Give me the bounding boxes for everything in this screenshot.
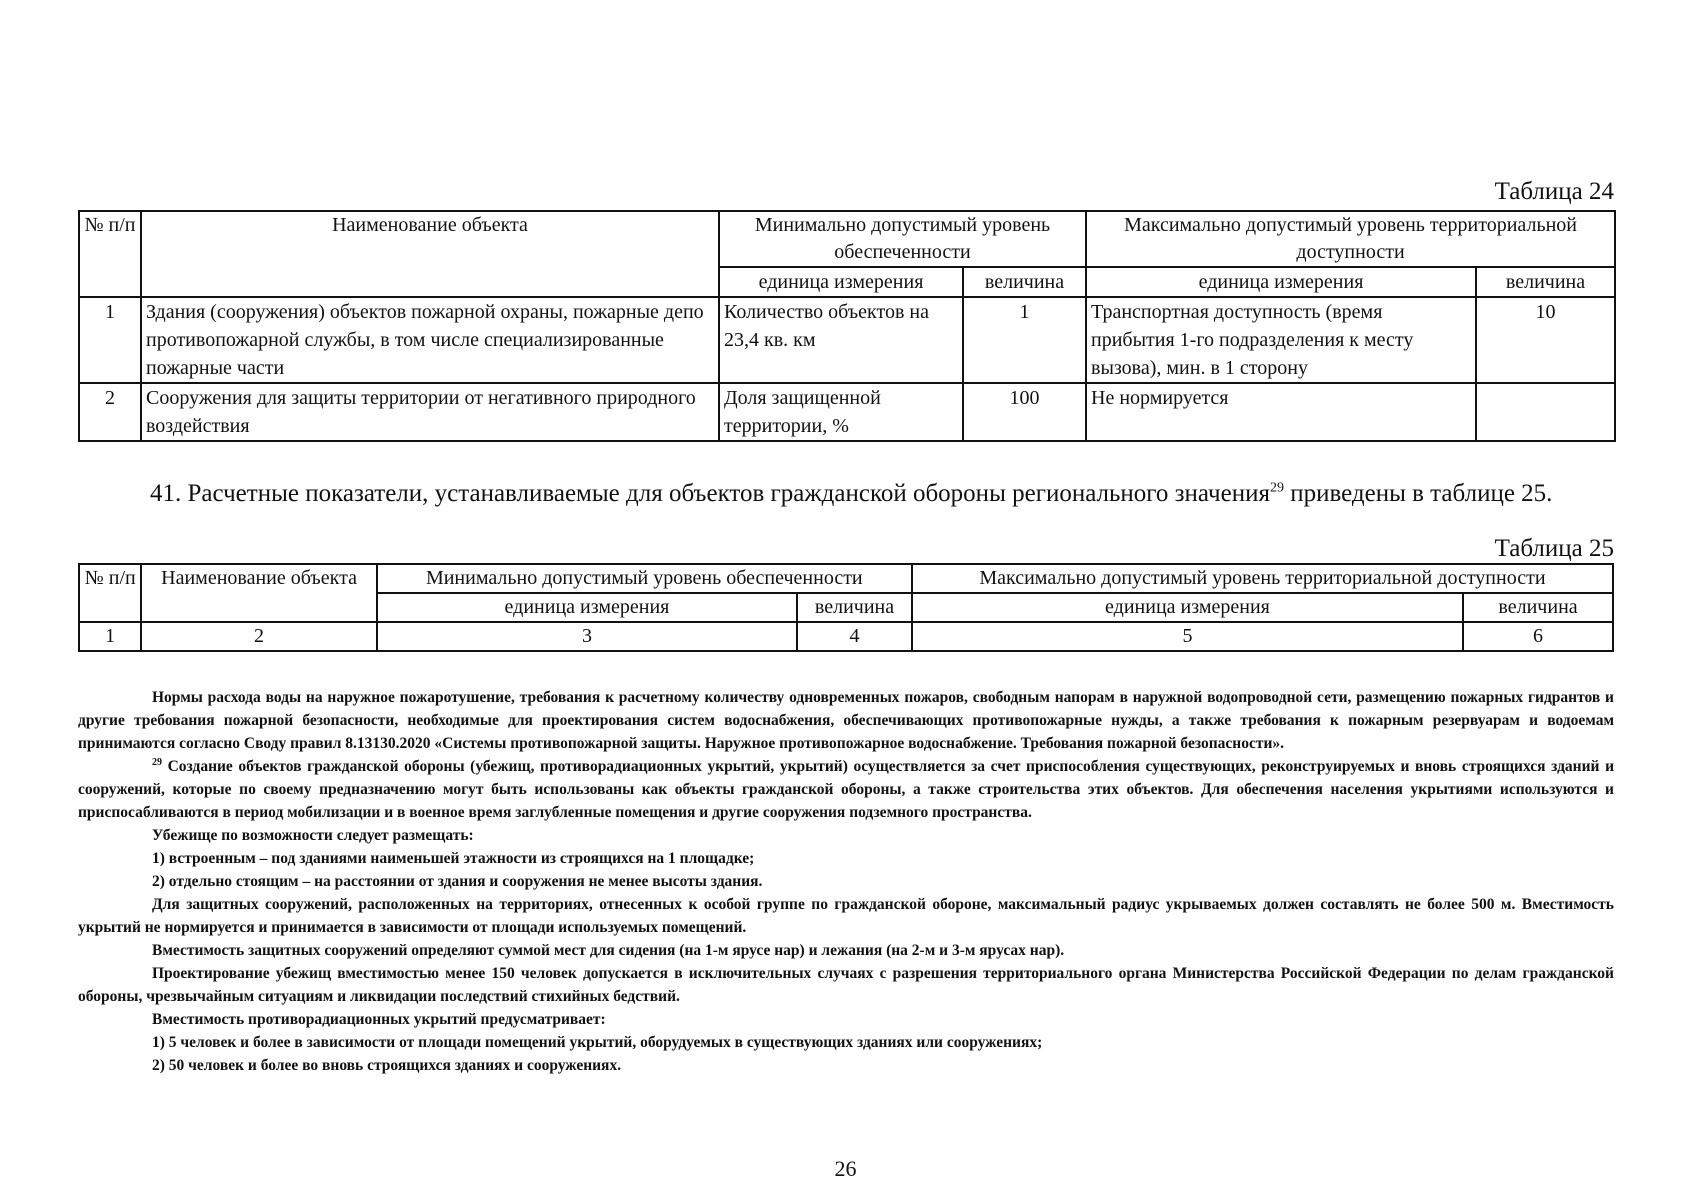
footnote-paragraph: 2) отдельно стоящим – на расстоянии от здания и сооружения не менее высоты здания.: [152, 873, 763, 890]
table-header-row: [79, 211, 1615, 267]
footnote-paragraph: 1) встроенным – под зданиями наименьшей этажности из строящихся на 1 площадке;: [152, 850, 755, 867]
cell-name: Сооружения для защиты территории от негативного природного воздействия: [141, 383, 719, 441]
col-number: 4: [797, 622, 912, 651]
header-max-group: Максимально допустимый уровень территориальной доступности: [1086, 211, 1615, 267]
table-header-row: [79, 564, 1613, 593]
cell-min-unit: Доля защищенной территории, %: [719, 383, 963, 441]
header-num: № п/п: [79, 211, 141, 297]
footnote-29-mark: 29: [152, 756, 162, 768]
header-min-unit: единица измерения: [377, 593, 797, 622]
header-min-value: величина: [963, 267, 1086, 297]
footnote-paragraph: Вместимость противорадиационных укрытий предусматривает:: [152, 1011, 606, 1028]
page-number: 26: [834, 1156, 857, 1181]
footnote-paragraph: 2) 50 человек и более во вновь строящихся зданиях и сооружениях.: [152, 1057, 622, 1074]
table-25-caption: Таблица 25: [1494, 535, 1614, 562]
cell-max-unit: Не нормируется: [1086, 383, 1476, 441]
cell-min-value: 1: [963, 297, 1086, 383]
col-number: 2: [141, 622, 376, 651]
cell-max-unit: Транспортная доступность (время прибытия 1-го подразделения к месту вызова), мин. в 1 сторону: [1086, 297, 1476, 383]
header-name: Наименование объекта: [141, 564, 376, 622]
footnote-ref-29: 29: [1269, 480, 1284, 496]
footnote-paragraph: Вместимость защитных сооружений определяют суммой мест для сидения (на 1-м ярусе нар) и лежания (на 2-м и 3-м ярусах нар).: [152, 942, 1065, 959]
header-name: Наименование объекта: [141, 211, 719, 297]
cell-num: 1: [79, 297, 141, 383]
paragraph-41-text: 41. Расчетные показатели, устанавливаемые для объектов гражданской обороны регионального значения: [150, 480, 1270, 507]
footnote-paragraph: 1) 5 человек и более в зависимости от площади помещений укрытий, оборудуемых в существующих зданиях или сооружениях;: [152, 1034, 1043, 1051]
header-min-group: Минимально допустимый уровень обеспеченности: [719, 211, 1086, 267]
footnote-paragraph: Для защитных сооружений, расположенных на территориях, отнесенных к особой группе по гражданской обороне, максимальный радиус укрываемых должен составлять не более 500 м. Вместимость укрытий не нормируется и принимается в зависимости от площади используемых помещений.: [78, 896, 1614, 936]
paragraph-41: [78, 478, 1614, 510]
cell-name: Здания (сооружения) объектов пожарной охраны, пожарные депо противопожарной службы, в том числе специализированные пожарные части: [141, 297, 719, 383]
col-number: 5: [912, 622, 1463, 651]
table-25: [78, 563, 1614, 652]
cell-max-value: 10: [1476, 297, 1615, 383]
cell-max-value: [1476, 383, 1615, 441]
footnote-29: [78, 755, 1614, 824]
footnote-continuation: Нормы расхода воды на наружное пожаротушение, требования к расчетному количеству одновременных пожаров, свободным напорам в наружной водопроводной сети, размещению пожарных гидрантов и другие требования пожарной безопасности, необходимые для проектирования систем водоснабжения, обеспечивающих противопожарные нужды, а также требования к пожарным резервуарам и водоемам принимаются согласно Своду правил 8.13130.2020 «Системы противопожарной защиты. Наружное противопожарное водоснабжение. Требования пожарной безопасности».: [78, 689, 1614, 752]
cell-min-value: 100: [963, 383, 1086, 441]
table-row: [79, 383, 1615, 441]
table-row: [79, 297, 1615, 383]
header-max-group: Максимально допустимый уровень территориальной доступности: [912, 564, 1613, 593]
cell-num: 2: [79, 383, 141, 441]
paragraph-41-text-end: приведены в таблице 25.: [1283, 480, 1553, 507]
col-number: 1: [79, 622, 141, 651]
cell-min-unit: Количество объектов на 23,4 кв. км: [719, 297, 963, 383]
header-max-value: величина: [1476, 267, 1615, 297]
header-max-value: величина: [1463, 593, 1613, 622]
header-num: № п/п: [79, 564, 141, 622]
col-number: 6: [1463, 622, 1613, 651]
table-24: [78, 210, 1616, 442]
document-page: [78, 0, 1614, 1077]
header-min-value: величина: [797, 593, 912, 622]
footnote-paragraph: Проектирование убежищ вместимостью менее 150 человек допускается в исключительных случаях с разрешения территориального органа Министерства Российской Федерации по делам гражданской обороны, чрезвычайным ситуациям и ликвидации последствий стихийных бедствий.: [78, 965, 1614, 1005]
table-24-caption: Таблица 24: [1494, 178, 1614, 205]
footnote-paragraph: Убежище по возможности следует размещать:: [152, 827, 474, 844]
header-min-unit: единица измерения: [719, 267, 963, 297]
footnotes: [78, 686, 1614, 1077]
footnote-29-text: Создание объектов гражданской обороны (убежищ, противорадиационных укрытий, укрытий) осуществляется за счет приспособления существующих, реконструируемых и вновь строящихся зданий и сооружений, которые по своему предназначению могут быть использованы как объекты гражданской обороны, а также строительства этих объектов. Для обеспечения населения укрытиями используются и приспосабливаются в период мобилизации и в военное время заглубленные помещения и другие сооружения подземного пространства.: [78, 758, 1614, 821]
header-max-unit: единица измерения: [1086, 267, 1476, 297]
table-numbering-row: [79, 622, 1613, 651]
col-number: 3: [377, 622, 797, 651]
header-max-unit: единица измерения: [912, 593, 1463, 622]
header-min-group: Минимально допустимый уровень обеспеченности: [377, 564, 912, 593]
